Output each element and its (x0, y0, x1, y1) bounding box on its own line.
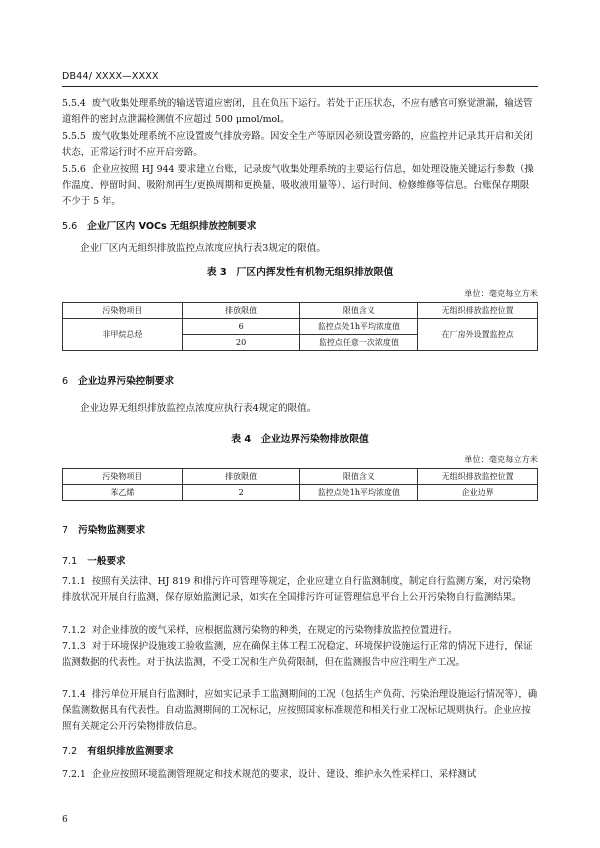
section-5-6-body: 企业厂区内无组织排放监控点浓度应执行表3规定的限值。 (80, 243, 326, 254)
clause-text: 企业应按照环境监测管理规定和技术规范的要求，设计、建设、维护永久性采样口、采样测试 (91, 769, 477, 780)
table-3-caption: 表 3 厂区内挥发性有机物无组织排放限值 (206, 267, 394, 278)
clause-number: 5.5.6 (62, 164, 86, 175)
clause-text: 废气收集处理系统不应设置废气排放旁路。因安全生产等原因必须设置旁路的，应监控并记录其开启和关闭状态，正常运行时不应开启旁路。 (62, 131, 533, 158)
section-number: 7.1 (62, 556, 78, 567)
clause-number: 7.1.1 (62, 576, 86, 587)
section-title: 一般要求 (87, 556, 126, 567)
clause-text: 企业应按照 HJ 944 要求建立台账，记录废气收集处理系统的主要运行信息，如处理设施关键运行参数（操作温度、停留时间、吸附剂再生/更换周期和更换量、吸收液用量等）、运行时间、检修维修等信息。台账保存期限不少于 5 年。 (62, 164, 534, 207)
clause-number: 7.1.2 (62, 625, 86, 636)
table-header-cell: 限值含义 (300, 469, 418, 485)
meaning-cell: 监控点任意一次浓度值 (300, 335, 418, 351)
table-header-cell: 污染物项目 (63, 303, 183, 319)
clause-text: 对企业排放的废气采样，应根据监测污染物的种类，在规定的污染物排放监控位置进行。 (91, 625, 458, 636)
clause-7-1-1 (62, 574, 538, 606)
limit-cell: 20 (182, 335, 300, 351)
clause-text: 排污单位开展自行监测时，应如实记录手工监测期间的工况（包括生产负荷、污染治理设施运行情况等），确保监测数据具有代表性。自动监测期间的工况标记，应按照国家标准规范和相关行业工况标记规则执行。企业应按照有关规定公开污染物排放信息。 (62, 689, 538, 732)
table-header-cell: 限值含义 (300, 303, 418, 319)
clause-text: 废气收集处理系统的输送管道应密闭，且在负压下运行。若处于正压状态，不应有感官可察觉泄漏，输送管道组件的密封点泄漏检测值不应超过 500 μmol/mol。 (62, 98, 533, 125)
meaning-cell: 监控点处1h平均浓度值 (300, 485, 418, 501)
clause-number: 5.5.4 (62, 98, 86, 109)
table-header-cell: 污染物项目 (63, 469, 183, 485)
section-title: 污染物监测要求 (78, 525, 146, 536)
limit-cell: 6 (182, 319, 300, 335)
clause-text: 按照有关法律、HJ 819 和排污许可管理等规定，企业应建立自行监测制度，制定自行监测方案，对污染物排放状况开展自行监测，保存原始监测记录，如实在全国排污许可证管理信息平台上公开污染物自行监测结果。 (62, 576, 531, 603)
table-row (63, 485, 538, 501)
table-3-unit: 单位：毫克每立方米 (464, 288, 538, 298)
clause-7-1-3 (62, 639, 538, 671)
clause-7-1-4 (62, 687, 538, 735)
table-header-cell: 排放限值 (182, 469, 300, 485)
clause-number: 5.5.5 (62, 131, 86, 142)
section-number: 7.2 (62, 746, 78, 757)
section-6-heading (62, 373, 174, 387)
pollutant-cell: 苯乙烯 (63, 485, 183, 501)
clause-5-5-6 (62, 162, 538, 210)
section-7-heading (62, 522, 145, 536)
clause-7-1-2 (62, 623, 538, 639)
table-4-caption: 表 4 企业边界污染物排放限值 (231, 434, 369, 445)
section-number: 5.6 (62, 221, 78, 232)
section-6-body: 企业边界无组织排放监控点浓度应执行表4规定的限值。 (80, 403, 317, 414)
clause-number: 7.1.4 (62, 689, 86, 700)
clause-number: 7.1.3 (62, 641, 86, 652)
table-header-row (63, 303, 538, 319)
table-3 (62, 302, 538, 351)
meaning-cell: 监控点处1h平均浓度值 (300, 319, 418, 335)
table-header-cell: 无组织排放监控位置 (418, 303, 538, 319)
location-cell: 企业边界 (418, 485, 538, 501)
header-rule (62, 86, 538, 87)
table-header-cell: 排放限值 (182, 303, 300, 319)
table-header-cell: 无组织排放监控位置 (418, 469, 538, 485)
table-header-row (63, 469, 538, 485)
clause-5-5-4 (62, 96, 538, 128)
section-7-1-heading (62, 553, 126, 567)
clause-5-5-5 (62, 129, 538, 161)
clause-text: 对于环境保护设施竣工验收监测，应在确保主体工程工况稳定、环境保护设施运行正常的情况下进行，保证监测数据的代表性。对于执法监测，不受工况和生产负荷限制，但在监测报告中应注明生产工况。 (62, 641, 533, 668)
limit-cell: 2 (182, 485, 300, 501)
page-number: 6 (62, 815, 68, 825)
table-4-unit: 单位：毫克每立方米 (464, 454, 538, 464)
section-5-6-heading (62, 218, 256, 232)
pollutant-cell: 非甲烷总烃 (63, 319, 183, 351)
table-row (63, 319, 538, 335)
section-title: 企业边界污染控制要求 (78, 376, 175, 387)
section-number: 6 (62, 376, 69, 387)
section-7-2-heading (62, 743, 174, 757)
section-title: 有组织排放监测要求 (87, 746, 174, 757)
doc-code-header: DB44/ XXXX—XXXX (62, 71, 159, 82)
clause-number: 7.2.1 (62, 769, 86, 780)
clause-7-2-1 (62, 767, 538, 783)
section-title: 企业厂区内 VOCs 无组织排放控制要求 (87, 221, 257, 232)
section-number: 7 (62, 525, 69, 536)
location-cell: 在厂房外设置监控点 (418, 319, 538, 351)
table-4 (62, 468, 538, 501)
